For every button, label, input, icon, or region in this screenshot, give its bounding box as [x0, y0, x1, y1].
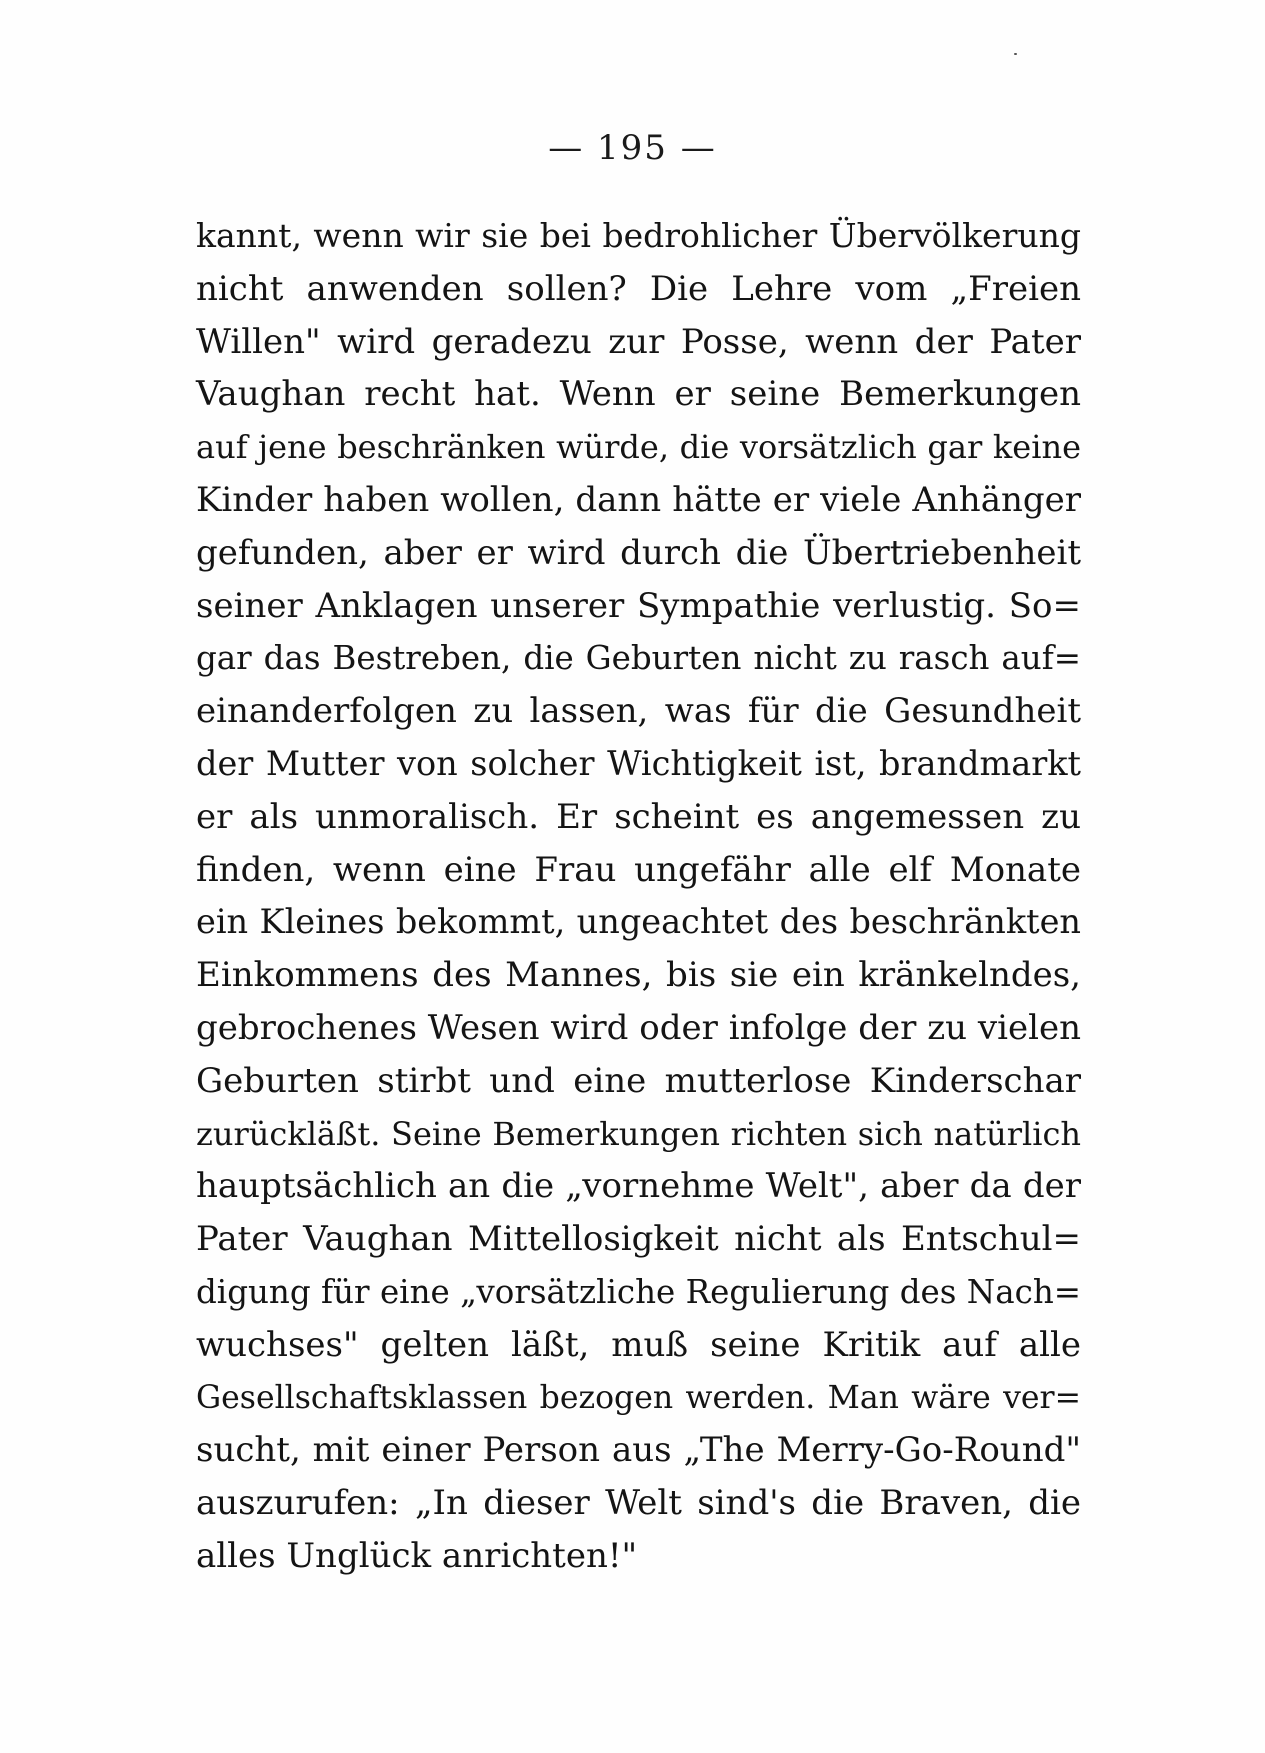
text-line: sucht, mit einer Person aus „The Merry-Go-Round" — [196, 1430, 1081, 1471]
text-line: Gesellschaftsklassen bezogen werden. Man wäre ver= — [196, 1379, 1081, 1416]
text-line: zurückläßt. Seine Bemerkungen richten sich natürlich — [196, 1114, 1081, 1153]
text-line: Einkommens des Mannes, bis sie ein kränkelndes, — [196, 955, 1081, 996]
text-line: auszurufen: „In dieser Welt sind's die Braven, die — [196, 1483, 1081, 1524]
text-line: ein Kleines bekommt, ungeachtet des beschränkten — [196, 902, 1081, 942]
text-line: wuchses" gelten läßt, muß seine Kritik auf alle — [196, 1324, 1081, 1365]
text-line: gar das Bestreben, die Geburten nicht zu rasch auf= — [196, 639, 1081, 678]
paper-speck — [1014, 53, 1017, 55]
text-line: Vaughan recht hat. Wenn er seine Bemerkungen — [196, 374, 1081, 415]
text-line: einanderfolgen zu lassen, was für die Gesundheit — [196, 691, 1081, 732]
text-line: seiner Anklagen unserer Sympathie verlustig. So= — [196, 585, 1081, 626]
text-line: Kinder haben wollen, dann hätte er viele Anhänger — [196, 479, 1081, 520]
text-line: nicht anwenden sollen? Die Lehre vom „Freien — [196, 268, 1081, 309]
text-line: gefunden, aber er wird durch die Übertriebenheit — [196, 532, 1081, 573]
text-line: hauptsächlich an die „vornehme Welt", aber da der — [196, 1166, 1081, 1207]
text-line: Willen" wird geradezu zur Posse, wenn der Pater — [196, 321, 1081, 362]
text-line: der Mutter von solcher Wichtigkeit ist, brandmarkt — [196, 743, 1081, 783]
text-line: Geburten stirbt und eine mutterlose Kinderschar — [196, 1060, 1081, 1101]
body-text — [196, 210, 1081, 1583]
text-line: Pater Vaughan Mittellosigkeit nicht als Entschul= — [196, 1219, 1081, 1260]
text-line: er als unmoralisch. Er scheint es angemessen zu — [196, 796, 1081, 837]
text-line: finden, wenn eine Frau ungefähr alle elf Monate — [196, 849, 1081, 890]
text-line: alles Unglück anrichten!" — [196, 1535, 638, 1576]
page-number: — 195 — — [548, 128, 717, 168]
text-line: gebrochenes Wesen wird oder infolge der zu vielen — [196, 1007, 1081, 1048]
text-line: auf jene beschränken würde, die vorsätzlich gar keine — [196, 428, 1081, 467]
text-line: digung für eine „vorsätzliche Regulierung des Nach= — [196, 1272, 1081, 1311]
text-line: kannt, wenn wir sie bei bedrohlicher Übervölkerung — [196, 216, 1081, 255]
